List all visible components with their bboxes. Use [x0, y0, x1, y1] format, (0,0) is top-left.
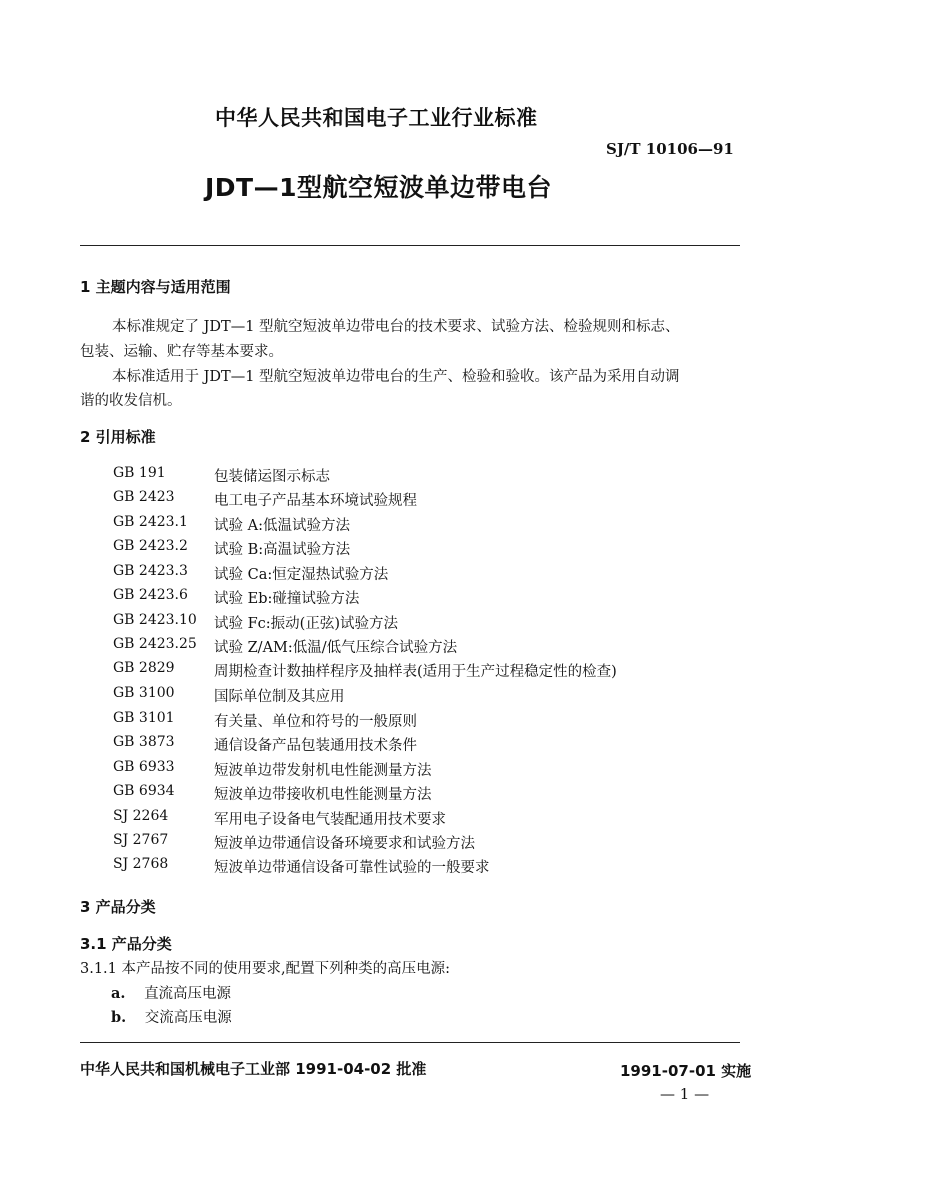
ref-title: 包装储运图示标志 — [214, 469, 330, 485]
ref-code: GB 191 — [113, 465, 166, 481]
ref-title: 短波单边带通信设备可靠性试验的一般要求 — [214, 860, 490, 876]
section-3-1-heading: 3.1 产品分类 — [80, 935, 172, 953]
ref-code: GB 6933 — [113, 759, 175, 775]
effective-date: 1991-07-01 实施 — [620, 1062, 752, 1080]
ref-code: GB 2423.3 — [113, 563, 188, 579]
ref-row — [0, 563, 950, 587]
section-1-heading: 1 主题内容与适用范围 — [80, 278, 231, 296]
ref-row — [0, 710, 950, 734]
ref-title: 试验 Eb:碰撞试验方法 — [214, 591, 360, 607]
ref-code: GB 6934 — [113, 783, 175, 799]
ref-row — [0, 514, 950, 538]
ref-code: SJ 2264 — [113, 808, 169, 824]
footer-divider — [80, 1042, 740, 1043]
ref-code: GB 2423.6 — [113, 587, 188, 603]
clause-3-1-1: 3.1.1 本产品按不同的使用要求,配置下列种类的高压电源: — [80, 961, 450, 977]
ref-row — [0, 759, 950, 783]
ref-row — [0, 832, 950, 856]
list-item — [111, 981, 231, 1007]
ref-row — [0, 636, 950, 660]
page-number: — 1 — — [660, 1085, 710, 1103]
ref-code: GB 2829 — [113, 660, 175, 676]
section-2-heading: 2 引用标准 — [80, 428, 156, 446]
ref-title: 短波单边带通信设备环境要求和试验方法 — [214, 836, 475, 852]
ref-row — [0, 783, 950, 807]
ref-code: SJ 2767 — [113, 832, 169, 848]
list-item-text: 交流高压电源 — [144, 1010, 232, 1026]
header-divider — [80, 245, 740, 246]
ref-code: GB 3101 — [113, 710, 175, 726]
ref-title: 有关量、单位和符号的一般原则 — [214, 714, 417, 730]
ref-row — [0, 660, 950, 684]
standard-number: SJ/T 10106—91 — [606, 140, 734, 158]
section-3-heading: 3 产品分类 — [80, 898, 156, 916]
ref-row — [0, 734, 950, 758]
ref-row — [0, 856, 950, 880]
ref-title: 试验 Fc:振动(正弦)试验方法 — [214, 616, 398, 632]
ref-row — [0, 538, 950, 562]
ref-code: GB 2423.25 — [113, 636, 197, 652]
ref-title: 短波单边带接收机电性能测量方法 — [214, 787, 432, 803]
ref-code: GB 2423.2 — [113, 538, 188, 554]
ref-code: GB 2423.1 — [113, 514, 188, 530]
section-1-paragraph-2-line-2: 谐的收发信机。 — [80, 393, 182, 409]
issuing-body-title: 中华人民共和国电子工业行业标准 — [215, 106, 538, 130]
ref-title: 军用电子设备电气装配通用技术要求 — [214, 812, 446, 828]
ref-title: 短波单边带发射机电性能测量方法 — [214, 763, 432, 779]
ref-title: 国际单位制及其应用 — [214, 689, 345, 705]
ref-title: 通信设备产品包装通用技术条件 — [214, 738, 417, 754]
document-title: JDT—1型航空短波单边带电台 — [205, 173, 553, 202]
ref-row — [0, 465, 950, 489]
ref-code: GB 2423.10 — [113, 612, 197, 628]
ref-title: 试验 B:高温试验方法 — [214, 542, 351, 558]
ref-title: 试验 Ca:恒定湿热试验方法 — [214, 567, 389, 583]
ref-code: GB 3100 — [113, 685, 175, 701]
list-item — [111, 1005, 232, 1031]
list-marker: a. — [111, 985, 126, 1002]
ref-title: 试验 A:低温试验方法 — [214, 518, 350, 534]
list-marker: b. — [111, 1009, 127, 1026]
ref-code: SJ 2768 — [113, 856, 169, 872]
ref-row — [0, 489, 950, 513]
section-1-paragraph-1-line-2: 包装、运输、贮存等基本要求。 — [80, 344, 283, 360]
ref-title: 试验 Z/AM:低温/低气压综合试验方法 — [214, 640, 458, 656]
ref-code: GB 3873 — [113, 734, 175, 750]
ref-row — [0, 685, 950, 709]
section-1-paragraph-2-line-1: 本标准适用于 JDT—1 型航空短波单边带电台的生产、检验和验收。该产品为采用自动调 — [112, 369, 680, 385]
ref-code: GB 2423 — [113, 489, 175, 505]
ref-title: 周期检查计数抽样程序及抽样表(适用于生产过程稳定性的检查) — [214, 664, 617, 680]
list-item-text: 直流高压电源 — [144, 986, 232, 1002]
ref-row — [0, 587, 950, 611]
section-1-paragraph-1-line-1: 本标准规定了 JDT—1 型航空短波单边带电台的技术要求、试验方法、检验规则和标志、 — [112, 319, 680, 335]
approval-line: 中华人民共和国机械电子工业部 1991-04-02 批准 — [80, 1060, 427, 1078]
ref-row — [0, 612, 950, 636]
ref-row — [0, 808, 950, 832]
ref-title: 电工电子产品基本环境试验规程 — [214, 493, 417, 509]
